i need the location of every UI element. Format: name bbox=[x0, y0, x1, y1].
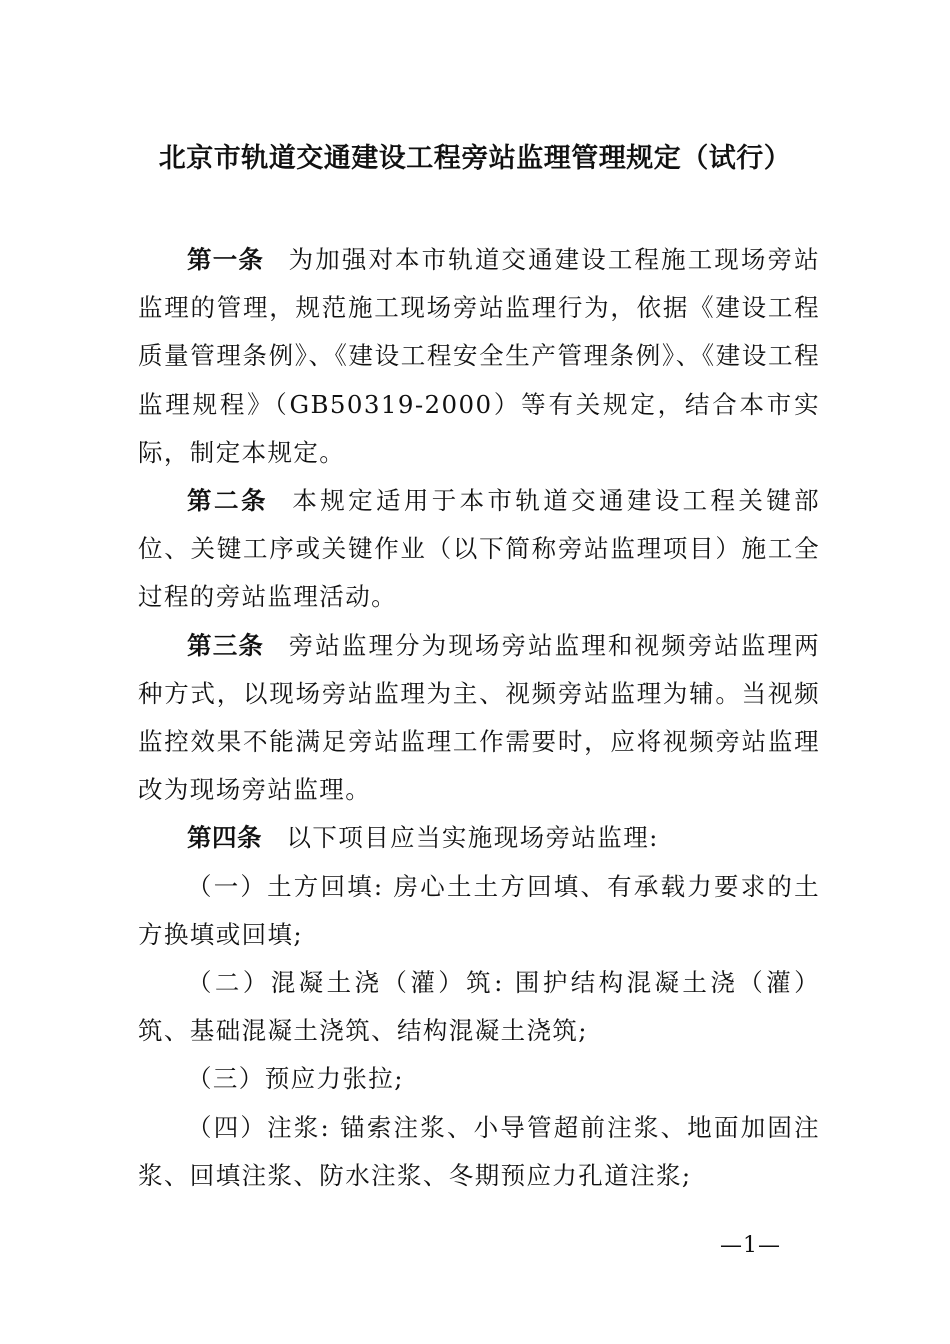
paragraph-text: （二）混凝土浇（灌）筑: 围护结构混凝土浇（灌）筑、基础混凝土浇筑、结构混凝土浇筑; bbox=[138, 968, 820, 1046]
article-label: 第一条 bbox=[187, 245, 265, 274]
paragraph-item-3 bbox=[138, 1055, 820, 1103]
paragraph-text: （四）注浆: 锚索注浆、小导管超前注浆、地面加固注浆、回填注浆、防水注浆、冬期预应力孔道注浆; bbox=[138, 1112, 820, 1190]
page-number: —1— bbox=[720, 1233, 781, 1258]
article-label: 第二条 bbox=[187, 486, 268, 516]
paragraph-text: 以下项目应当实施现场旁站监理: bbox=[286, 823, 659, 853]
document-body bbox=[138, 236, 820, 1200]
paragraph-item-1 bbox=[138, 863, 820, 959]
paragraph-item-4 bbox=[138, 1104, 820, 1200]
paragraph-text: （三）预应力张拉; bbox=[187, 1064, 404, 1094]
paragraph-item-2 bbox=[138, 959, 820, 1055]
paragraph-article-4 bbox=[138, 814, 820, 862]
paragraph-text: （一）土方回填: 房心土土方回填、有承载力要求的土方换填或回填; bbox=[138, 871, 820, 949]
article-label: 第三条 bbox=[187, 630, 265, 660]
paragraph-text: 旁站监理分为现场旁站监理和视频旁站监理两种方式，以现场旁站监理为主、视频旁站监理为辅。当视频监控效果不能满足旁站监理工作需要时，应将视频旁站监理改为现场旁站监理。 bbox=[138, 630, 821, 805]
document-title: 北京市轨道交通建设工程旁站监理管理规定（试行） bbox=[158, 143, 792, 174]
paragraph-text: 为加强对本市轨道交通建设工程施工现场旁站监理的管理，规范施工现场旁站监理行为，依据《建设工程质量管理条例》、《建设工程安全生产管理条例》、《建设工程监理规程》（GB50319-2000）等有关规定，结合本市实际，制定本规定。 bbox=[138, 245, 821, 467]
paragraph-article-3 bbox=[138, 622, 820, 815]
paragraph-text: 本规定适用于本市轨道交通建设工程关键部位、关键工序或关键作业（以下简称旁站监理项目）施工全过程的旁站监理活动。 bbox=[138, 486, 820, 612]
article-label: 第四条 bbox=[187, 823, 262, 853]
paragraph-article-1 bbox=[138, 236, 820, 477]
paragraph-article-2 bbox=[138, 477, 820, 622]
